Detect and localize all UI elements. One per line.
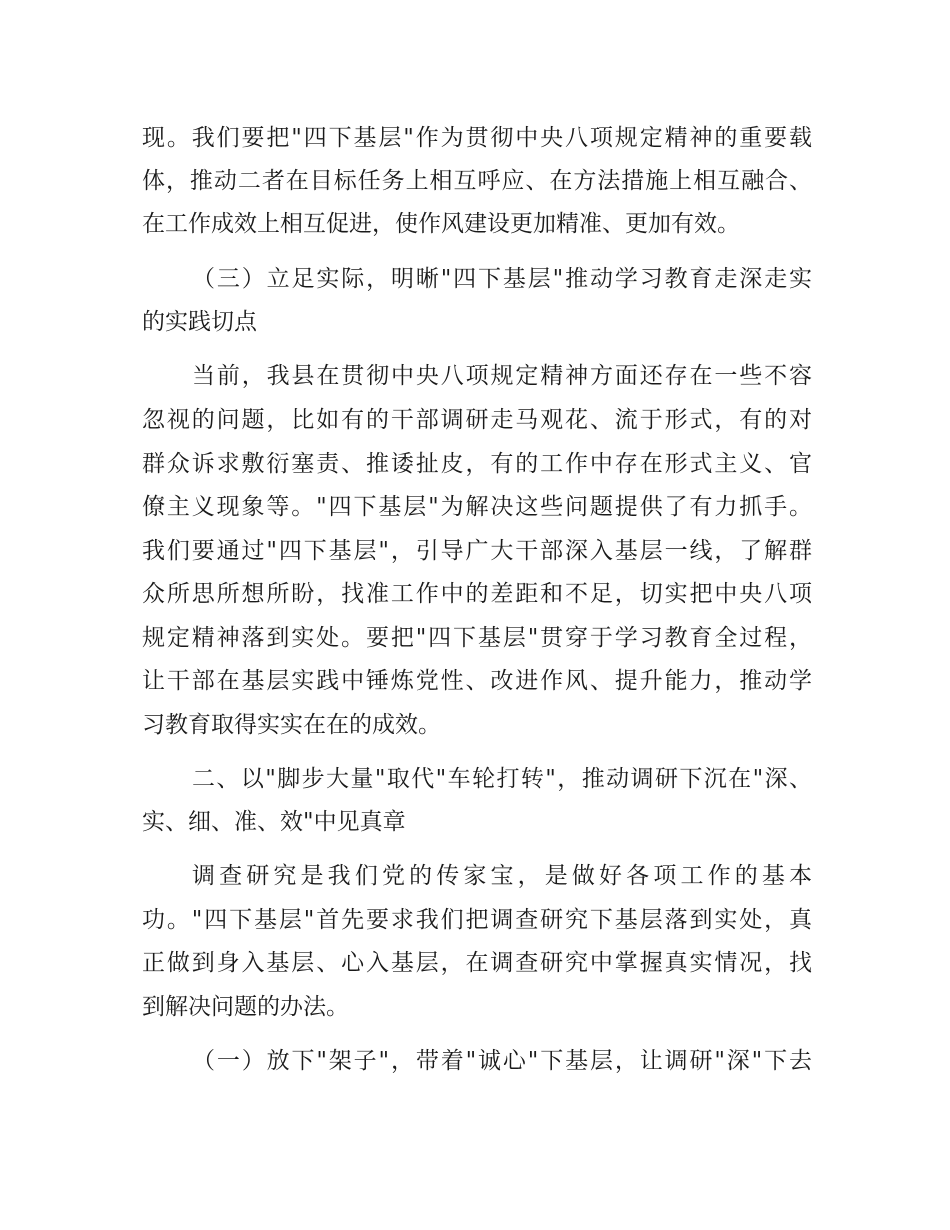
text-line: 在工作成效上相互促进，使作风建设更加精准、更加有效。 [142, 211, 740, 237]
text-line: 众所思所想所盼，找准工作中的差距和不足，切实把中央八项 [142, 581, 812, 607]
text-line: 正做到身入基层、心入基层，在调查研究中掌握真实情况，找 [142, 950, 812, 976]
text-line: 当前，我县在贯彻中央八项规定精神方面还存在一些不容 [192, 363, 812, 389]
text-line: 让干部在基层实践中锤炼党性、改进作风、提升能力，推动学 [142, 668, 812, 694]
text-line: 体，推动二者在目标任务上相互呼应、在方法措施上相互融合、 [142, 168, 812, 194]
text-line: 忽视的问题，比如有的干部调研走马观花、流于形式，有的对 [142, 407, 812, 433]
section-heading: 的实践切点 [142, 309, 257, 335]
text-line: 调查研究是我们党的传家宝，是做好各项工作的基本 [192, 863, 812, 889]
text-line: 到解决问题的办法。 [142, 994, 349, 1020]
text-line: 习教育取得实实在在的成效。 [142, 712, 441, 738]
text-line: 群众诉求敷衍塞责、推诿扯皮，有的工作中存在形式主义、官 [142, 451, 812, 477]
text-line: 功。"四下基层"首先要求我们把调查研究下基层落到实处，真 [142, 907, 812, 933]
text-line: 我们要通过"四下基层"，引导广大干部深入基层一线，了解群 [142, 538, 812, 564]
section-heading: 二、以"脚步大量"取代"车轮打转"，推动调研下沉在"深、 [192, 766, 812, 792]
text-line: 现。我们要把"四下基层"作为贯彻中央八项规定精神的重要载 [142, 125, 812, 151]
text-line: 规定精神落到实处。要把"四下基层"贯穿于学习教育全过程， [142, 625, 812, 651]
section-heading: （一）放下"架子"，带着"诚心"下基层，让调研"深"下去 [192, 1048, 812, 1074]
section-heading: 实、细、准、效"中见真章 [142, 809, 406, 835]
text-line: 僚主义现象等。"四下基层"为解决这些问题提供了有力抓手。 [142, 494, 812, 520]
section-heading: （三）立足实际，明晰"四下基层"推动学习教育走深走实 [192, 266, 812, 292]
